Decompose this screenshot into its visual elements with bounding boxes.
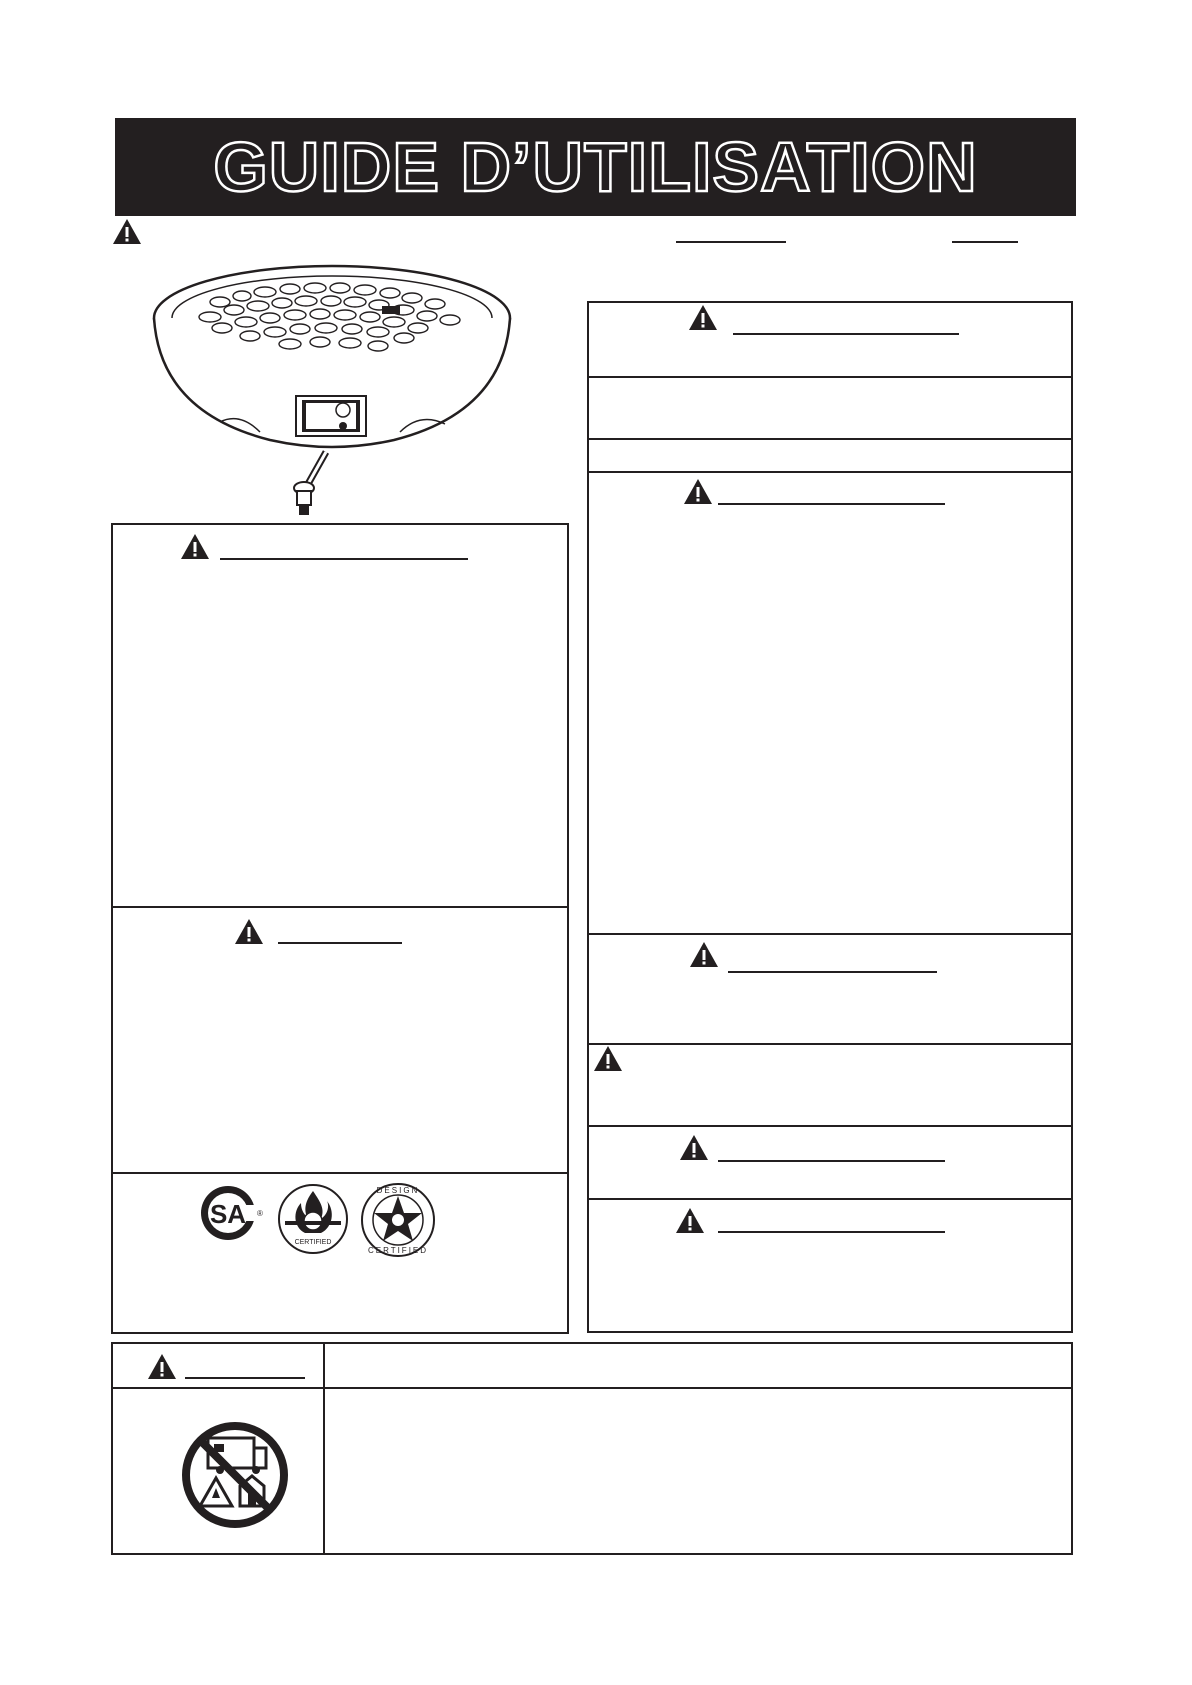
divider (587, 1125, 1073, 1127)
heading-line (718, 1160, 945, 1162)
heading-line (220, 558, 468, 560)
heading-line (185, 1377, 305, 1379)
svg-text:CERTIFIED: CERTIFIED (367, 1246, 429, 1255)
warning-icon (679, 1134, 709, 1161)
divider (587, 438, 1073, 440)
svg-text:CERTIFIED: CERTIFIED (294, 1239, 332, 1246)
svg-text:DESIGN: DESIGN (376, 1186, 420, 1195)
heading-line (733, 333, 959, 335)
heading-line (278, 942, 402, 944)
warning-icon (593, 1045, 623, 1072)
page-title: GUIDE D’UTILISATION (213, 128, 978, 206)
no-indoor-use-icon (180, 1420, 290, 1530)
svg-text:®: ® (257, 1209, 263, 1218)
warning-icon (683, 478, 713, 505)
heading-line (718, 503, 945, 505)
divider (587, 376, 1073, 378)
divider (111, 906, 569, 908)
date-line (952, 241, 1018, 243)
warning-icon (112, 218, 142, 245)
heading-line (718, 1231, 945, 1233)
warning-icon (675, 1207, 705, 1234)
csa-logo (200, 1183, 263, 1243)
svg-text:SA: SA (209, 1199, 247, 1229)
warning-icon (180, 533, 210, 560)
divider (587, 1198, 1073, 1200)
warning-icon (689, 941, 719, 968)
column-divider (323, 1342, 325, 1555)
model-number-line (676, 241, 786, 243)
right-column-box (587, 301, 1073, 1333)
warning-icon (234, 918, 264, 945)
divider (111, 1172, 569, 1174)
fire-bowl-illustration (150, 262, 514, 524)
design-certified-star-badge (360, 1182, 440, 1258)
warning-icon (147, 1353, 177, 1380)
warning-icon (688, 304, 718, 331)
divider (111, 1387, 1073, 1389)
divider (587, 1043, 1073, 1045)
csa-certified-flame-badge (277, 1183, 349, 1255)
divider (587, 933, 1073, 935)
divider (587, 471, 1073, 473)
heading-line (728, 971, 937, 973)
